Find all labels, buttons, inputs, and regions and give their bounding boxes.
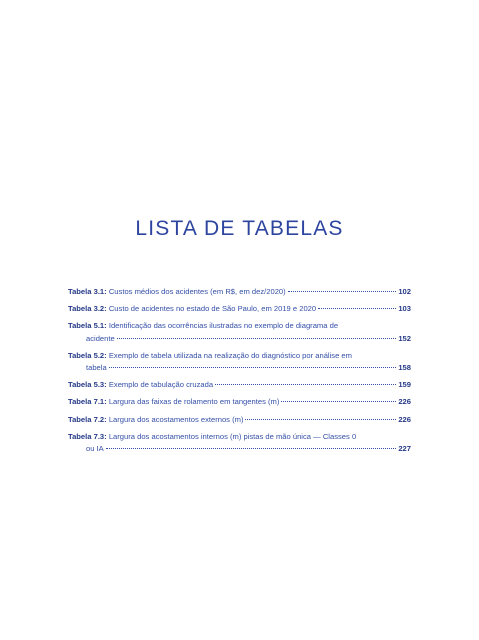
table-caption: Largura dos acostamentos internos (m) pistas de mão única — Classes 0	[108, 431, 357, 441]
table-caption-continued: acidente	[86, 333, 115, 343]
list-item[interactable]	[68, 379, 411, 392]
page-number: 226	[398, 414, 411, 424]
page-number: 103	[398, 304, 411, 314]
table-label: Tabela 5.2:	[68, 350, 107, 360]
list-item[interactable]	[68, 414, 411, 427]
table-caption: Custos médios dos acidentes (em R$, em dez/2020)	[108, 287, 286, 296]
table-caption: Exemplo de tabela utilizada na realização do diagnóstico por análise em	[108, 350, 352, 360]
table-caption: Largura dos acostamentos externos (m)	[108, 414, 244, 424]
page-number: 227	[398, 444, 411, 454]
table-caption: Identificação das ocorrências ilustradas no exemplo de diagrama de	[108, 321, 339, 331]
table-label: Tabela 5.3:	[68, 380, 107, 390]
dot-leader	[106, 448, 397, 449]
dot-leader	[318, 308, 396, 309]
table-label: Tabela 5.1:	[68, 321, 107, 331]
page-number: 152	[398, 333, 411, 343]
table-caption: Custo de acidentes no estado de São Paulo, em 2019 e 2020	[108, 304, 317, 314]
table-caption: Largura das faixas de rolamento em tangentes (m)	[108, 397, 280, 407]
dot-leader	[117, 338, 397, 339]
list-item[interactable]	[68, 350, 411, 375]
page-title: LISTA DE TABELAS	[135, 217, 344, 240]
dot-leader	[245, 419, 396, 420]
page-number: 226	[398, 397, 411, 407]
table-list	[68, 286, 411, 460]
table-label: Tabela 3.1:	[68, 287, 107, 296]
table-label: Tabela 7.1:	[68, 397, 107, 407]
list-item[interactable]	[68, 431, 411, 456]
table-label: Tabela 7.2:	[68, 414, 107, 424]
list-item[interactable]	[68, 303, 411, 316]
dot-leader	[109, 367, 397, 368]
table-caption-continued: ou IA	[86, 444, 104, 454]
page-number: 102	[398, 287, 411, 296]
dot-leader	[288, 291, 397, 292]
list-item[interactable]	[68, 320, 411, 345]
list-item[interactable]	[68, 286, 411, 299]
table-caption: Exemplo de tabulação cruzada	[108, 380, 214, 390]
dot-leader	[215, 384, 396, 385]
page-number: 158	[398, 363, 411, 373]
list-item[interactable]	[68, 396, 411, 409]
page-number: 159	[398, 380, 411, 390]
dot-leader	[281, 401, 396, 402]
table-label: Tabela 3.2:	[68, 304, 107, 314]
table-caption-continued: tabela	[86, 363, 107, 373]
table-label: Tabela 7.3:	[68, 431, 107, 441]
